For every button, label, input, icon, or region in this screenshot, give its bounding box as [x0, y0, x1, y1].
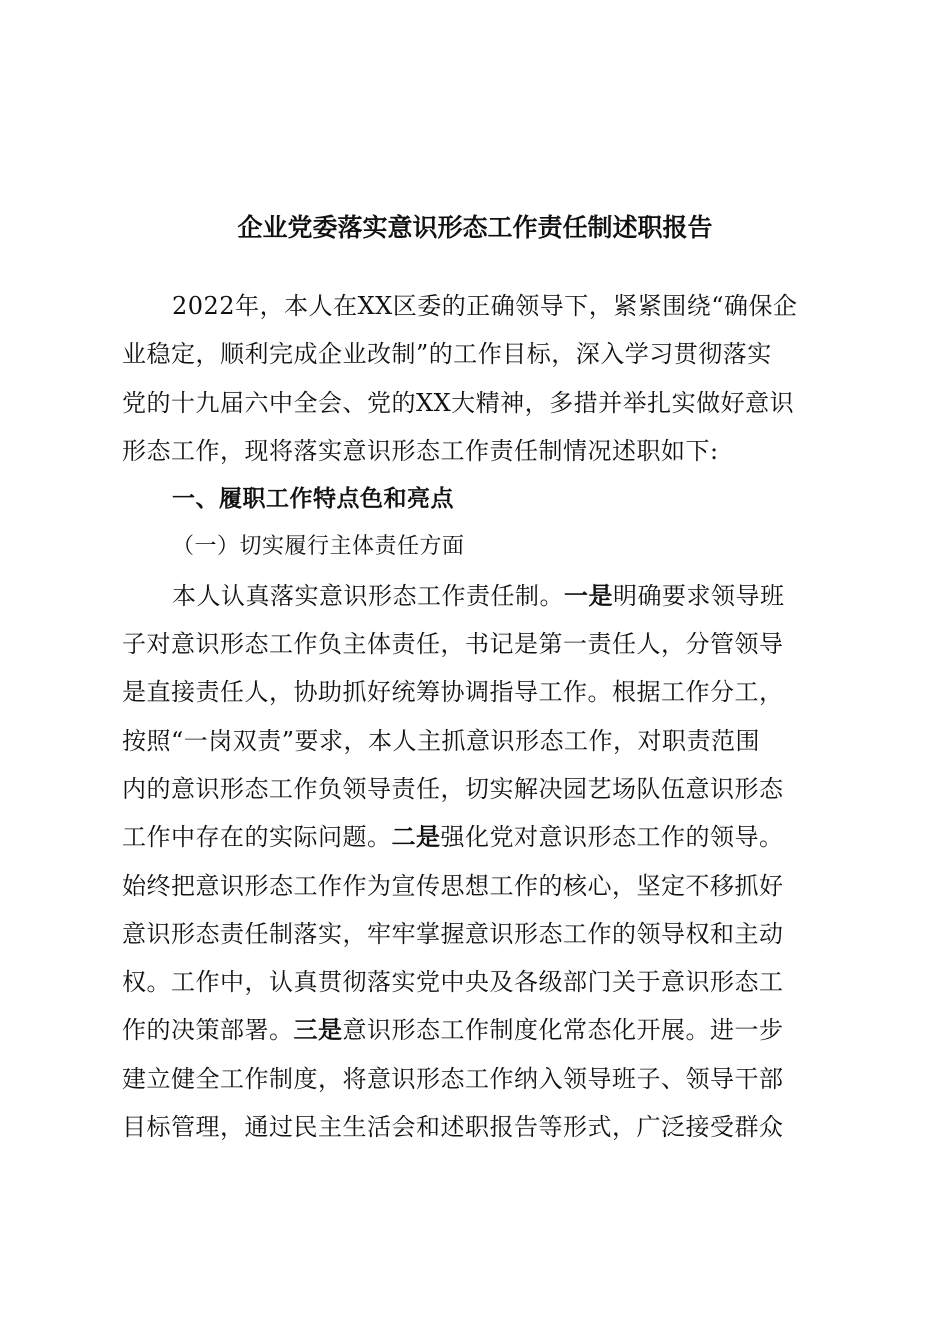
body-paragraph [122, 572, 834, 1152]
body-text: 工作中存在的实际问题。 [122, 823, 392, 852]
body-line: 子对意识形态工作负主体责任，书记是第一责任人，分管领导 [122, 630, 784, 659]
body-line: 目标管理，通过民主生活会和述职报告等形式，广泛接受群众 [122, 1113, 784, 1142]
intro-line: 形态工作，现将落实意识形态工作责任制情况述职如下: [122, 436, 719, 465]
body-line [122, 813, 834, 861]
emphasis-third: 三是 [293, 1016, 343, 1045]
section-heading: 一、履职工作特点色和亮点 [172, 486, 454, 513]
subsection-heading: （一）切实履行主体责任方面 [172, 534, 465, 560]
emphasis-second: 二是 [391, 823, 441, 852]
body-text: 作的决策部署。 [122, 1016, 294, 1045]
body-line: 始终把意识形态工作作为宣传思想工作的核心，坚定不移抓好 [122, 871, 784, 900]
body-line: 按照“一岗双责”要求，本人主抓意识形态工作，对职责范围 [122, 726, 761, 755]
intro-paragraph [122, 282, 834, 475]
body-text: 本人认真落实意识形态工作责任制。 [172, 581, 564, 610]
body-text: 明确要求领导班 [613, 581, 785, 610]
document-title: 企业党委落实意识形态工作责任制述职报告 [237, 213, 713, 242]
document-body [122, 282, 834, 1151]
body-text: 强化党对意识形态工作的领导。 [440, 823, 784, 852]
body-line: 内的意识形态工作负领导责任，切实解决园艺场队伍意识形态 [122, 774, 784, 803]
body-line [122, 1006, 834, 1054]
intro-line: 党的十九届六中全会、党的XX大精神，多措并举扎实做好意识 [122, 388, 795, 417]
body-line: 是直接责任人，协助抓好统筹协调指导工作。根据工作分工， [122, 678, 784, 707]
emphasis-first: 一是 [564, 581, 613, 610]
body-line: 建立健全工作制度，将意识形态工作纳入领导班子、领导干部 [122, 1064, 784, 1093]
body-line: 意识形态责任制落实，牢牢掌握意识形态工作的领导权和主动 [122, 919, 784, 948]
body-line: 权。工作中，认真贯彻落实党中央及各级部门关于意识形态工 [122, 968, 784, 997]
body-text: 意识形态工作制度化常态化开展。进一步 [342, 1016, 784, 1045]
body-line [122, 572, 834, 620]
intro-line: 业稳定，顺利完成企业改制”的工作目标，深入学习贯彻落实 [122, 340, 772, 369]
intro-line: 2022年，本人在XX区委的正确领导下，紧紧围绕“确保企 [172, 292, 798, 320]
